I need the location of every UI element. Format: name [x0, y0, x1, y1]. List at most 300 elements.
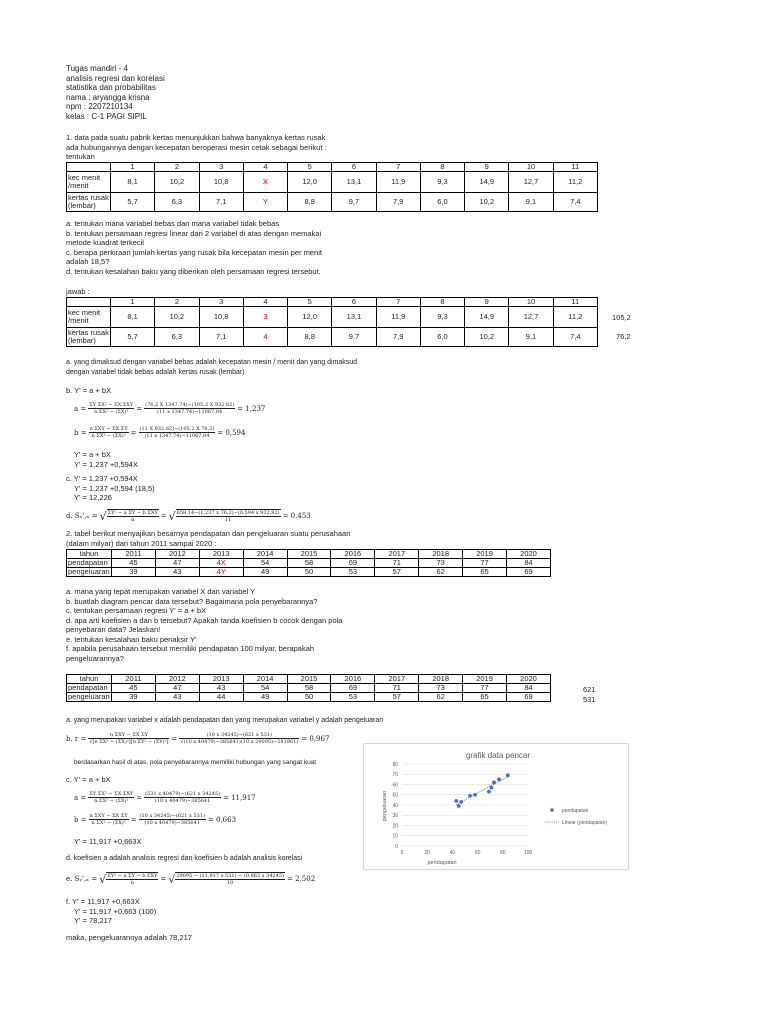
q1-answer-table [66, 297, 598, 347]
q1-questions [66, 219, 322, 276]
table-cell: 2018 [419, 550, 463, 559]
row-label-line: kertas rusak [68, 328, 109, 337]
numerator: ΣY ΣX² − ΣX ΣXY [89, 791, 134, 797]
q2-questions [66, 587, 342, 663]
answer-line: Y' = a + bX [74, 450, 111, 459]
fraction [106, 873, 158, 886]
row-sum: 621 [583, 685, 596, 694]
x-tick-labels [401, 850, 533, 856]
y-tick-label: 50 [392, 792, 398, 799]
data-point [490, 786, 494, 790]
table-cell: 11 [553, 163, 597, 172]
answer-line: Y' = 11,917 +0,663 (100) [74, 906, 157, 916]
fraction [175, 873, 285, 886]
table-header-row [67, 298, 598, 307]
q2-answer-f [66, 897, 156, 926]
question-line: e. tentukan kesalahan baku penaksir Y' [66, 634, 197, 644]
sqrt [168, 872, 285, 886]
table-cell: 14,9 [465, 172, 509, 193]
x-tick-label: 80 [500, 850, 506, 856]
table-cell: 44 [199, 693, 243, 702]
table-cell: 11,2 [553, 172, 597, 193]
header-line: Tugas mandiri - 4 [66, 64, 128, 73]
table-cell: 3 [199, 163, 243, 172]
numerator: (531 x 40479)−(621 x 34245) [145, 791, 221, 797]
table-cell: 13,1 [332, 172, 376, 193]
denominator: 11 [224, 517, 232, 523]
x-axis-label: pendapatan [427, 860, 457, 866]
table-cell: 2 [155, 298, 199, 307]
table-row [67, 193, 598, 212]
table-cell: 6,0 [420, 328, 464, 347]
equation-lhs: a = [74, 793, 87, 802]
denominator: (11 x 1347,74)−11067,04 [144, 433, 210, 439]
table-cell: 2017 [375, 550, 419, 559]
question-line: adalah 18,5? [66, 257, 110, 266]
table-cell: 2015 [287, 550, 331, 559]
answer-line: a. yang dimaksud dengan variabel bebas adalah kecepatan mesin / menit dan yang dimaksud [66, 359, 358, 366]
table-cell: 49 [243, 693, 287, 702]
data-point [487, 790, 491, 794]
q2-intro-line: 2. tabel berikut menyajikan besarnya pendapatan dan pengeluaran suatu perusahaan [66, 529, 351, 538]
table-cell: 5,7 [111, 328, 155, 347]
equation-result: = 2,502 [287, 875, 316, 883]
data-point [506, 773, 510, 777]
fraction [144, 791, 221, 804]
q2-data-table [66, 549, 551, 577]
numerator: (10 x 34245)−(621 x 531) [139, 813, 205, 819]
table-cell: tahun [67, 550, 112, 559]
table-cell: 2011 [112, 550, 156, 559]
radical-sign: √ [168, 509, 176, 523]
answer-line: Y' = 1,237 +0,594X [74, 459, 138, 469]
q2-intro [66, 529, 350, 548]
equals-sign: = [160, 512, 167, 520]
table-cell: 1 [111, 298, 155, 307]
table-cell: 5,7 [111, 193, 155, 212]
data-point [473, 793, 477, 797]
equation-result: = 0,663 [207, 815, 237, 824]
radical-sign: √ [99, 509, 107, 523]
q1-intro-line: 1. data pada suatu pabrik kertas menunjukkan bahwa banyaknya kertas rusak [66, 133, 326, 142]
q2-intro-line: (dalam milyar) dari tahun 2011 sampai 2020 : [66, 538, 217, 548]
equation-e [66, 872, 315, 886]
x-tick-label: 100 [523, 850, 533, 856]
question-line: metode kuadrat terkecil [66, 238, 144, 247]
table-cell: 12,7 [509, 172, 553, 193]
denominator: √(10 x 40479)−385641)(10 x 29095)−281961) [180, 739, 299, 745]
table-cell: 47 [155, 559, 199, 568]
table-cell: 69 [507, 693, 551, 702]
equation-result: = 0,594 [217, 428, 246, 437]
answer-line: c. Y' = 1,237 +0,594X [66, 474, 138, 483]
row-label [67, 307, 111, 328]
table-cell: 9 [465, 298, 509, 307]
table-cell: 2014 [243, 550, 287, 559]
table-cell [67, 298, 111, 307]
table-cell: 6 [332, 163, 376, 172]
table-cell: 10 [509, 298, 553, 307]
denominator: n ΣX² − (ΣX)² [91, 433, 126, 439]
row-label-line: (lembar) [68, 201, 96, 210]
sqrt [99, 872, 158, 886]
numerator: n ΣXY − ΣX ΣY [89, 813, 128, 819]
table-cell: 10,2 [465, 328, 509, 347]
table-cell: 7,4 [553, 193, 597, 212]
row-label-line: /menit [68, 316, 89, 325]
table-cell: 2016 [331, 675, 375, 684]
numerator: (10 x 34245)−(621 x 531) [179, 732, 299, 739]
table-cell: 11,9 [376, 307, 420, 328]
table-cell: 69 [331, 684, 375, 693]
table-cell: 2012 [155, 675, 199, 684]
table-cell: 43 [155, 568, 199, 577]
row-label [67, 172, 111, 193]
header-line: analisis regresi dan korelasi [66, 73, 165, 83]
table-cell: 7,9 [376, 193, 420, 212]
q2-answer-a: a. yang merupakan variabel x adalah pendapatan dan yang merupakan variabel y adalah pengeluaran [66, 717, 384, 724]
legend [545, 808, 607, 826]
equation-d [66, 509, 311, 523]
table-header-row [67, 675, 551, 684]
table-cell: 6 [332, 298, 376, 307]
table-cell: 1 [111, 163, 155, 172]
q1-answer-b-head: b. Y' = a + bX [66, 386, 112, 395]
table-row [67, 559, 551, 568]
answer-line: Y' = 1,237 +0,594 (18,5) [74, 483, 155, 493]
q1-answer-a [66, 358, 357, 377]
row-label-line: kec menit [68, 173, 101, 182]
question-line: a. tentukan mana variabel bebas dan mana variabel tidak bebas [66, 219, 280, 228]
table-row [67, 307, 598, 328]
header-line: statistika dan probabilitas [66, 83, 156, 92]
table-cell: 9,7 [332, 193, 376, 212]
q2-answer-table [66, 674, 551, 702]
table-cell: 65 [463, 568, 507, 577]
data-point [459, 800, 463, 804]
table-cell: 2019 [463, 675, 507, 684]
table-cell: 8 [420, 298, 464, 307]
answer-line: dengan variabel tidak bebas adalah kertas rusak (lembar) [66, 368, 245, 376]
table-cell: 8 [420, 163, 464, 172]
data-point [457, 804, 461, 808]
table-cell: 77 [463, 684, 507, 693]
table-row [67, 568, 551, 577]
question-line: b. tentukan persamaan regresi linear dari 2 variabel di atas dengan memakai [66, 228, 322, 238]
table-cell: 69 [331, 559, 375, 568]
row-label-line: kertas rusak [68, 193, 109, 202]
question-line: pengeluarannya? [66, 653, 124, 663]
table-cell: 71 [375, 684, 419, 693]
table-cell: 3 [199, 298, 243, 307]
numerator: 29095 − (11,917 x 531) − (0,663 x 34245) [176, 873, 285, 879]
equation-lhs: d. Sᵧ',ₓ = [66, 512, 98, 520]
table-cell: 43 [155, 693, 199, 702]
table-cell: Y [243, 193, 287, 212]
table-cell: 8,1 [111, 172, 155, 193]
table-cell: 45 [112, 559, 156, 568]
y-tick-label: 40 [392, 802, 398, 809]
table-cell: 2015 [287, 675, 331, 684]
x-tick-label: 60 [474, 850, 481, 856]
table-cell: 2012 [155, 550, 199, 559]
table-cell: 2020 [507, 675, 551, 684]
fraction [89, 426, 129, 439]
numerator: ΣY² − a ΣY − b ΣXY [107, 873, 158, 879]
row-label [67, 193, 111, 212]
table-cell: 2 [155, 163, 199, 172]
y-tick-label: 10 [392, 833, 398, 840]
table-cell: 4Y [199, 568, 243, 577]
table-cell: 6,3 [155, 193, 199, 212]
fraction [144, 402, 235, 415]
denominator: n [130, 880, 134, 886]
equation-result: = 1,237 [237, 404, 266, 413]
equation-a [74, 402, 265, 415]
table-cell: 12,0 [288, 307, 332, 328]
radicand [107, 509, 159, 523]
table-cell: 6,3 [155, 328, 199, 347]
table-row [67, 172, 598, 193]
table-cell: 69 [507, 568, 551, 577]
table-cell: 7 [376, 298, 420, 307]
x-tick-label: 0 [400, 850, 404, 856]
equals-sign: = [136, 793, 143, 802]
table-cell: 54 [243, 684, 287, 693]
y-tick-label: 70 [392, 772, 398, 779]
q2-answer-d: d. koefisien a adalah analisis regresi dan koefisien b adalah analisis korelasi [66, 855, 303, 862]
q1-answer-b-lines [74, 450, 138, 469]
question-line: b. buatlah diagram pencar data tersebut? Bagaimana pola penyebarannya? [66, 596, 318, 606]
assignment-header [66, 64, 165, 121]
numerator: (11 X 932,82)−(105,2 X 76,2) [139, 426, 215, 432]
row-label [67, 328, 111, 347]
table-cell: 45 [112, 684, 156, 693]
table-cell: 7,1 [199, 193, 243, 212]
legend-label: pendapatan [562, 808, 589, 814]
denominator: (11 x 1347,74)−11067,04 [157, 409, 223, 415]
equation-result: = 0,453 [282, 512, 311, 520]
equation-r [66, 732, 329, 745]
numerator: ΣY ΣX² − ΣX ΣXY [89, 402, 134, 408]
table-cell: 13,1 [332, 307, 376, 328]
table-cell: 10,8 [199, 307, 243, 328]
table-cell: 4 [243, 328, 287, 347]
fraction [107, 510, 159, 523]
header-line: npm : 2207210134 [66, 102, 133, 111]
data-point [454, 799, 458, 803]
table-cell: 9,7 [332, 328, 376, 347]
table-cell: 14,9 [465, 307, 509, 328]
equals-sign: = [171, 734, 178, 743]
table-cell: 11,2 [553, 307, 597, 328]
table-cell: 73 [419, 559, 463, 568]
question-line: d. tentukan kesalahan baku yang diberikan oleh persamaan regresi tersebut. [66, 266, 321, 276]
equals-sign: = [130, 428, 137, 437]
numerator: n ΣXY − ΣX ΣY [88, 732, 169, 739]
table-cell: 84 [507, 684, 551, 693]
table-cell: 8,8 [288, 193, 332, 212]
table-cell: 7 [376, 163, 420, 172]
table-cell: tahun [67, 675, 112, 684]
table-cell: 2018 [419, 675, 463, 684]
table-cell: 11 [553, 298, 597, 307]
question-line: a. mana yang tepat merupakan variabel X dan variabel Y [66, 587, 256, 596]
chart-title: grafik data pencar [465, 751, 531, 760]
table-cell: 50 [287, 693, 331, 702]
fraction [88, 791, 134, 804]
equals-sign: = [130, 815, 137, 824]
table-cell: 43 [199, 684, 243, 693]
table-header-row [67, 163, 598, 172]
equation-lhs: e. Sᵧ',ₓ = [66, 875, 98, 883]
equation-lhs: b = [74, 815, 87, 824]
table-cell: 10,2 [155, 172, 199, 193]
y-axis-label: pengeluaran [382, 790, 388, 822]
table-cell: 65 [463, 693, 507, 702]
question-line: d. apa arti koefisien a dan b tersebut? Apakah tanda koefisien b cocok dengan pola [66, 615, 343, 625]
chart-svg [364, 744, 628, 869]
row-label: pengeluaran [68, 567, 110, 576]
table-cell: 57 [375, 693, 419, 702]
fraction [179, 732, 299, 745]
q2-answer-c-head: c. Y' = a + bX [66, 775, 111, 784]
row-label: pendapatan [67, 559, 112, 568]
table-cell: 2020 [507, 550, 551, 559]
table-cell: 9 [465, 163, 509, 172]
table-row [67, 693, 551, 702]
q1-data-table [66, 162, 598, 212]
denominator: (10 x 40479)−385641 [144, 820, 200, 826]
table-cell: 3 [243, 307, 287, 328]
table-cell: 47 [155, 684, 199, 693]
numerator: 658,14−(1,237 x 76,2)−(0,594 x 932,82) [176, 510, 280, 516]
y-tick-label: 20 [392, 823, 398, 830]
q1-intro [66, 133, 327, 162]
table-row [67, 684, 551, 693]
table-header-row [67, 550, 551, 559]
table-cell [67, 163, 111, 172]
sqrt [169, 509, 281, 523]
table-cell: 8,8 [288, 328, 332, 347]
equals-sign: = [160, 875, 167, 883]
table-cell: 2013 [199, 550, 243, 559]
equals-sign: = [136, 404, 143, 413]
legend-marker-icon [550, 808, 554, 812]
table-cell: 77 [463, 559, 507, 568]
table-cell: 5 [288, 298, 332, 307]
equation-b [74, 813, 236, 826]
table-cell: 84 [507, 559, 551, 568]
q1-intro-line: ada hubungannya dengan kecepatan beroperasi mesin cetak sebagai berikut : [66, 142, 327, 152]
x-tick-label: 40 [449, 850, 456, 856]
equation-result: = 0,967 [301, 734, 330, 743]
row-label-line: (lembar) [68, 336, 96, 345]
jawab-label: jawab : [66, 287, 90, 296]
table-cell: 71 [375, 559, 419, 568]
table-cell: 2019 [463, 550, 507, 559]
table-cell: 10,8 [199, 172, 243, 193]
question-line: c. tentukan persamaan regresi Y' = a + bX [66, 606, 207, 615]
denominator: n ΣX² − (ΣX)² [94, 409, 129, 415]
q2-closing: maka, pengeluarannya adalah 78,217 [66, 933, 192, 942]
fraction [176, 510, 281, 523]
table-cell: 58 [287, 559, 331, 568]
table-cell: 4X [199, 559, 243, 568]
numerator: (76,2 X 1347,74)−(105,2 X 932,82) [145, 402, 235, 408]
table-row [67, 328, 598, 347]
fraction [139, 426, 216, 439]
table-cell: 2011 [112, 675, 156, 684]
table-cell: 50 [287, 568, 331, 577]
table-cell: 9,1 [509, 328, 553, 347]
q1-answer-c [66, 474, 155, 503]
question-line: c. berapa perkiraan jumlah kertas yang rusak bila kecepatan mesin per menit [66, 247, 322, 257]
answer-line: f. Y' = 11,917 +0,663X [66, 897, 140, 906]
table-cell: 4 [243, 163, 287, 172]
table-cell: 12,7 [509, 307, 553, 328]
table-cell: 2013 [199, 675, 243, 684]
table-cell: 5 [288, 163, 332, 172]
radical-sign: √ [168, 872, 176, 886]
table-cell: 6,0 [420, 193, 464, 212]
fraction [139, 813, 206, 826]
table-cell: 57 [375, 568, 419, 577]
data-point [497, 777, 501, 781]
table-cell: 10,2 [465, 193, 509, 212]
equation-lhs: b = [74, 428, 87, 437]
table-cell: 54 [243, 559, 287, 568]
question-line: penyebaran data? Jelaskan! [66, 625, 161, 634]
q1-intro-line: tentukan [66, 152, 95, 161]
denominator: (10 x 40479)−385641 [154, 798, 211, 804]
equation-result: = 11,917 [223, 793, 256, 802]
scatter-chart [363, 743, 629, 870]
row-label-line: /menit [68, 181, 89, 190]
table-cell: 49 [243, 568, 287, 577]
equation-lhs: a = [74, 404, 87, 413]
table-cell: 7,9 [376, 328, 420, 347]
denominator: n [131, 517, 135, 523]
numerator: ΣY² − a ΣY − b ΣXY [107, 510, 158, 516]
y-tick-label: 60 [392, 782, 398, 789]
table-cell: 10 [509, 163, 553, 172]
table-cell: 9,3 [420, 307, 464, 328]
table-cell: 2014 [243, 675, 287, 684]
row-label-line: kec menit [68, 308, 101, 317]
y-tick-label: 30 [392, 813, 398, 820]
question-line: f. apabila perusahaan tersebut memiliki pendapatan 100 milyar, berapakah [66, 644, 315, 653]
y-tick-label: 80 [392, 761, 398, 768]
table-cell: 9,3 [420, 172, 464, 193]
denominator: n ΣX² − (ΣX)² [91, 820, 126, 826]
table-cell: 39 [112, 693, 156, 702]
fraction [88, 402, 134, 415]
table-cell: 10,2 [155, 307, 199, 328]
data-point [492, 781, 496, 785]
radicand [175, 872, 285, 886]
radicand [176, 509, 281, 523]
table-cell: 62 [419, 568, 463, 577]
header-line: nama : aryangga krisna [66, 92, 150, 102]
denominator: 10 [226, 880, 234, 886]
radical-sign: √ [99, 872, 107, 886]
fraction [88, 732, 169, 745]
header-line: kelas : C-1 PAGI SIPIL [66, 111, 147, 121]
numerator: n ΣXY − ΣX ΣY [89, 426, 128, 432]
equation-lhs: b. r = [66, 734, 87, 743]
table-cell: 11,9 [376, 172, 420, 193]
